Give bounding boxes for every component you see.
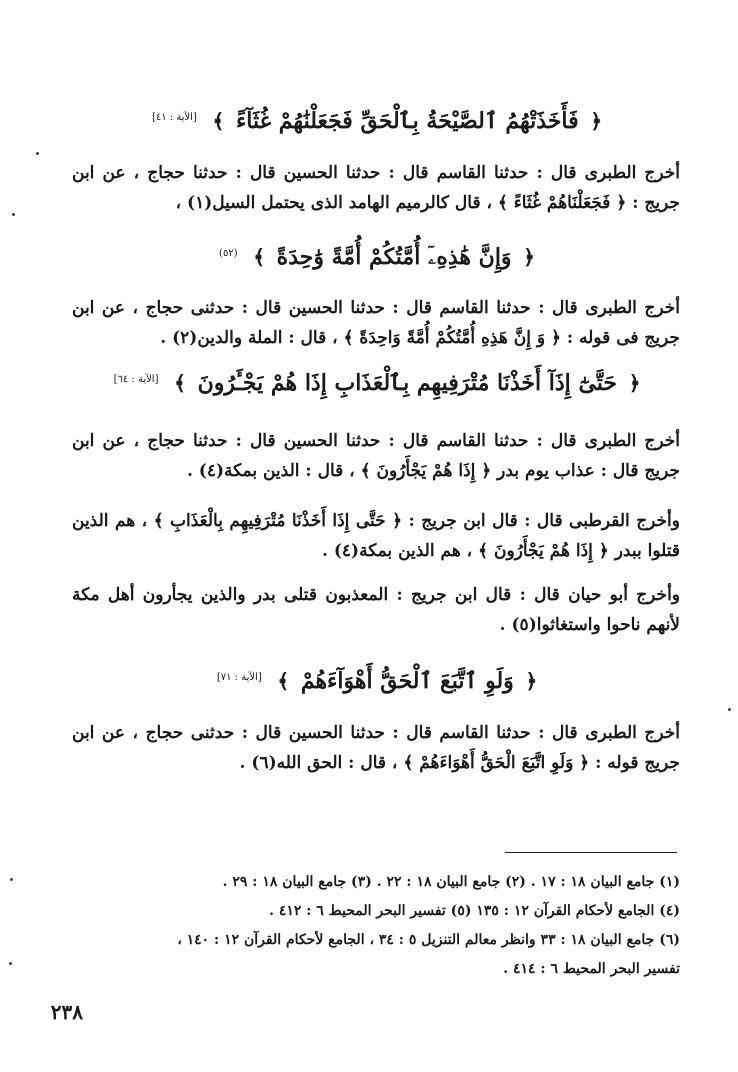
paragraph-text: وأخرج القرطبى قال : قال ابن جريج : ﴿ حَتَّى إِذَا أَخَذْنَا مُتْرَفِيهِم بِالْعَذَابِ ﴾ ، هم الذين قتلوا ببدر ﴿ إِذَا هُمْ يَجْأَرُونَ ﴾ ، هم الذين بمكة(٤) . [72, 511, 680, 561]
paragraph-text: وأخرج أبو حيان قال : قال ابن جريج : المعذبون قتلى بدر والذين يجأرون أهل مكة لأنهم ناحوا واستغاثوا(٥) . [72, 585, 680, 635]
verse-heading-4 [60, 668, 698, 694]
page-number: ٢٣٨ [50, 1000, 83, 1024]
verse-ref: (٥٢) [219, 247, 238, 259]
paragraph-2 [72, 293, 680, 353]
paragraph-text: أخرج الطبرى قال : حدثنا القاسم قال : حدثنا الحسين قال : حدثنا حجاج ، عن ابن جريج قال : عذاب يوم بدر ﴿ إِذَا هُمْ يَجْأَرُونَ ﴾ ، قال : الذين بمكة(٤) . [72, 431, 680, 481]
footnote-line: (٦) جامع البيان ١٨ : ٣٣ وانظر معالم التنزيل ٥ : ٣٤ ، الجامع لأحكام القرآن ١٢ : ١٤٠ ، [177, 932, 680, 948]
verse-close-bracket: ﴾ [253, 245, 265, 269]
verse-text: حَتَّىٰٓ إِذَآ أَخَذْنَا مُتْرَفِيهِم بِٱلْعَذَابِ إِذَا هُمْ يَجْـَٔرُونَ [197, 370, 618, 396]
footnote-line: (٤) الجامع لأحكام القرآن ١٢ : ١٣٥ (٥) تفسير البحر المحيط ٦ : ٤١٢ . [269, 903, 680, 919]
paragraph-text: أخرج الطبرى قال : حدثنا القاسم قال : حدثنا الحسين قال : حدثنى حجاج ، عن ابن جريج قوله : ﴿ وَلَوِ اتَّبَعَ الْحَقُّ أَهْوَاءَهُمْ ﴾ ، قال : الحق الله(٦) . [72, 723, 680, 773]
scan-speck [36, 152, 39, 155]
paragraph-5 [72, 580, 680, 640]
footnotes [70, 868, 680, 984]
verse-open-bracket: ﴿ [590, 109, 603, 133]
paragraph-text: أخرج الطبرى قال : حدثنا القاسم قال : حدثنا الحسين قال : حدثنا حجاج ، عن ابن جريج : ﴿ فَجَعَلْنَاهُمْ غُثَاءً ﴾ ، قال كالرميم الهامد الذى يحتمل السيل(١) ، [72, 163, 680, 213]
footnote-separator [505, 852, 677, 853]
verse-text: وَإِنَّ هَٰذِهِۦٓ أُمَّتُكُمْ أُمَّةً وَٰحِدَةً [276, 244, 512, 270]
footnote-line: (١) جامع البيان ١٨ : ١٧ . (٢) جامع البيان ١٨ : ٢٢ . (٣) جامع البيان ١٨ : ٢٩ . [222, 874, 680, 890]
paragraph-4 [72, 506, 680, 566]
verse-open-bracket: ﴿ [628, 371, 641, 395]
verse-ref: [الآية : ٤١] [151, 111, 197, 123]
verse-close-bracket: ﴾ [277, 669, 290, 693]
verse-close-bracket: ﴾ [212, 109, 225, 133]
verse-ref: [الآية : ٦٤] [113, 373, 159, 385]
scan-speck [728, 708, 731, 711]
scan-speck [12, 213, 15, 216]
verse-ref: [الآية : ٧١] [216, 671, 262, 683]
paragraph-6 [72, 718, 680, 778]
paragraph-1 [72, 158, 680, 218]
verse-open-bracket: ﴿ [525, 669, 538, 693]
verse-heading-2 [60, 244, 698, 270]
verse-open-bracket: ﴿ [523, 245, 535, 269]
verse-text: وَلَوِ ٱتَّبَعَ ٱلْحَقُّ أَهْوَآءَهُمْ [300, 668, 514, 694]
scan-speck [9, 962, 12, 965]
verse-heading-1 [60, 108, 698, 134]
verse-heading-3 [60, 370, 698, 396]
paragraph-3 [72, 426, 680, 486]
footnote-line: تفسير البحر المحيط ٦ : ٤١٤ . [503, 961, 680, 977]
paragraph-text: أخرج الطبرى قال : حدثنا القاسم قال : حدثنا الحسين قال : حدثنى حجاج ، عن ابن جريج فى قوله : ﴿ وَ إِنَّ هَذِهِ أُمَّتُكُمْ أُمَّةً وَاحِدَةً ﴾ ، قال : الملة والدين(٢) . [72, 298, 680, 348]
verse-text: فَأَخَذَتْهُمُ ٱلصَّيْحَةُ بِٱلْحَقِّ فَجَعَلْنَٰهُمْ غُثَآءً [235, 108, 579, 134]
scan-speck [10, 878, 13, 881]
verse-close-bracket: ﴾ [174, 371, 186, 395]
